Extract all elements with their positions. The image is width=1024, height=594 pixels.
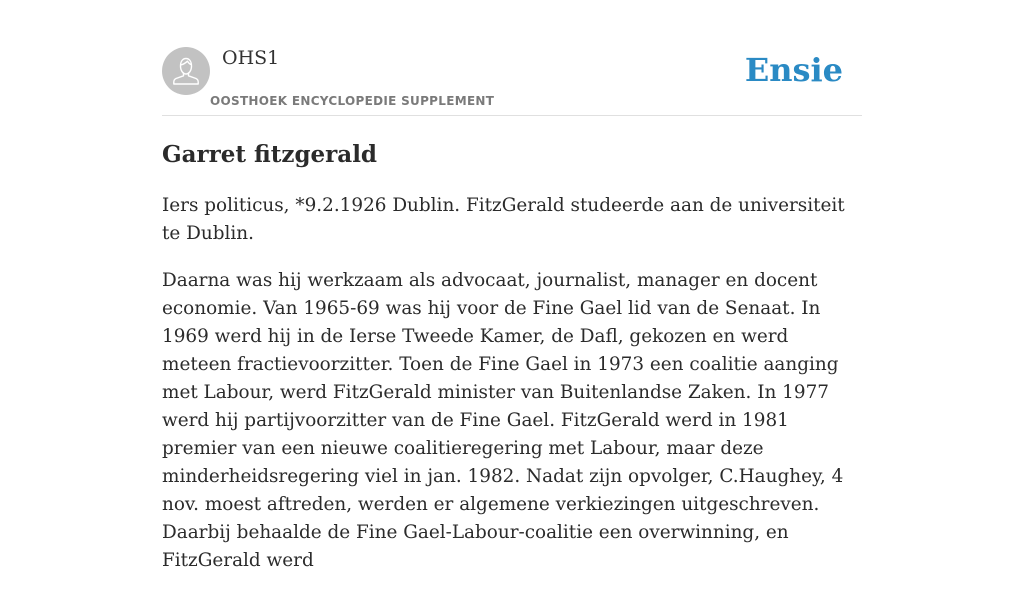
avatar[interactable] bbox=[162, 47, 210, 95]
header bbox=[162, 46, 862, 116]
user-silhouette-icon bbox=[162, 47, 210, 95]
author-name[interactable]: OHS1 bbox=[222, 47, 280, 69]
source-label[interactable]: OOSTHOEK ENCYCLOPEDIE SUPPLEMENT bbox=[210, 94, 495, 108]
paragraph: Iers politicus, *9.2.1926 Dublin. FitzGerald studeerde aan de universiteit te Dublin. bbox=[162, 195, 845, 244]
article-body bbox=[162, 192, 862, 594]
page-title: Garret fitzgerald bbox=[162, 141, 378, 168]
paragraph: Daarna was hij werkzaam als advocaat, journalist, manager en docent economie. Van 1965-69 was hij voor de Fine Gael lid van de Senaat. In 1969 werd hij in de Ierse Tweede Kamer, de Dafl, gekozen en werd meteen fractievoorzitter. Toen de Fine Gael in 1973 een coalitie aanging met Labour, werd FitzGerald minister van Buitenlandse Zaken. In 1977 werd hij partijvoorzitter van de Fine Gael. FitzGerald werd in 1981 premier van een nieuwe coalitieregering met Labour, maar deze minderheidsregering viel in jan. 1982. Nadat zijn opvolger, C.Haughey, 4 nov. moest aftreden, werden er algemene verkiezingen uitgeschreven. Daarbij behaalde de Fine Gael-Labour-coalitie een overwinning, en FitzGerald werd bbox=[162, 270, 844, 571]
ensie-logo[interactable]: Ensie bbox=[744, 51, 843, 89]
